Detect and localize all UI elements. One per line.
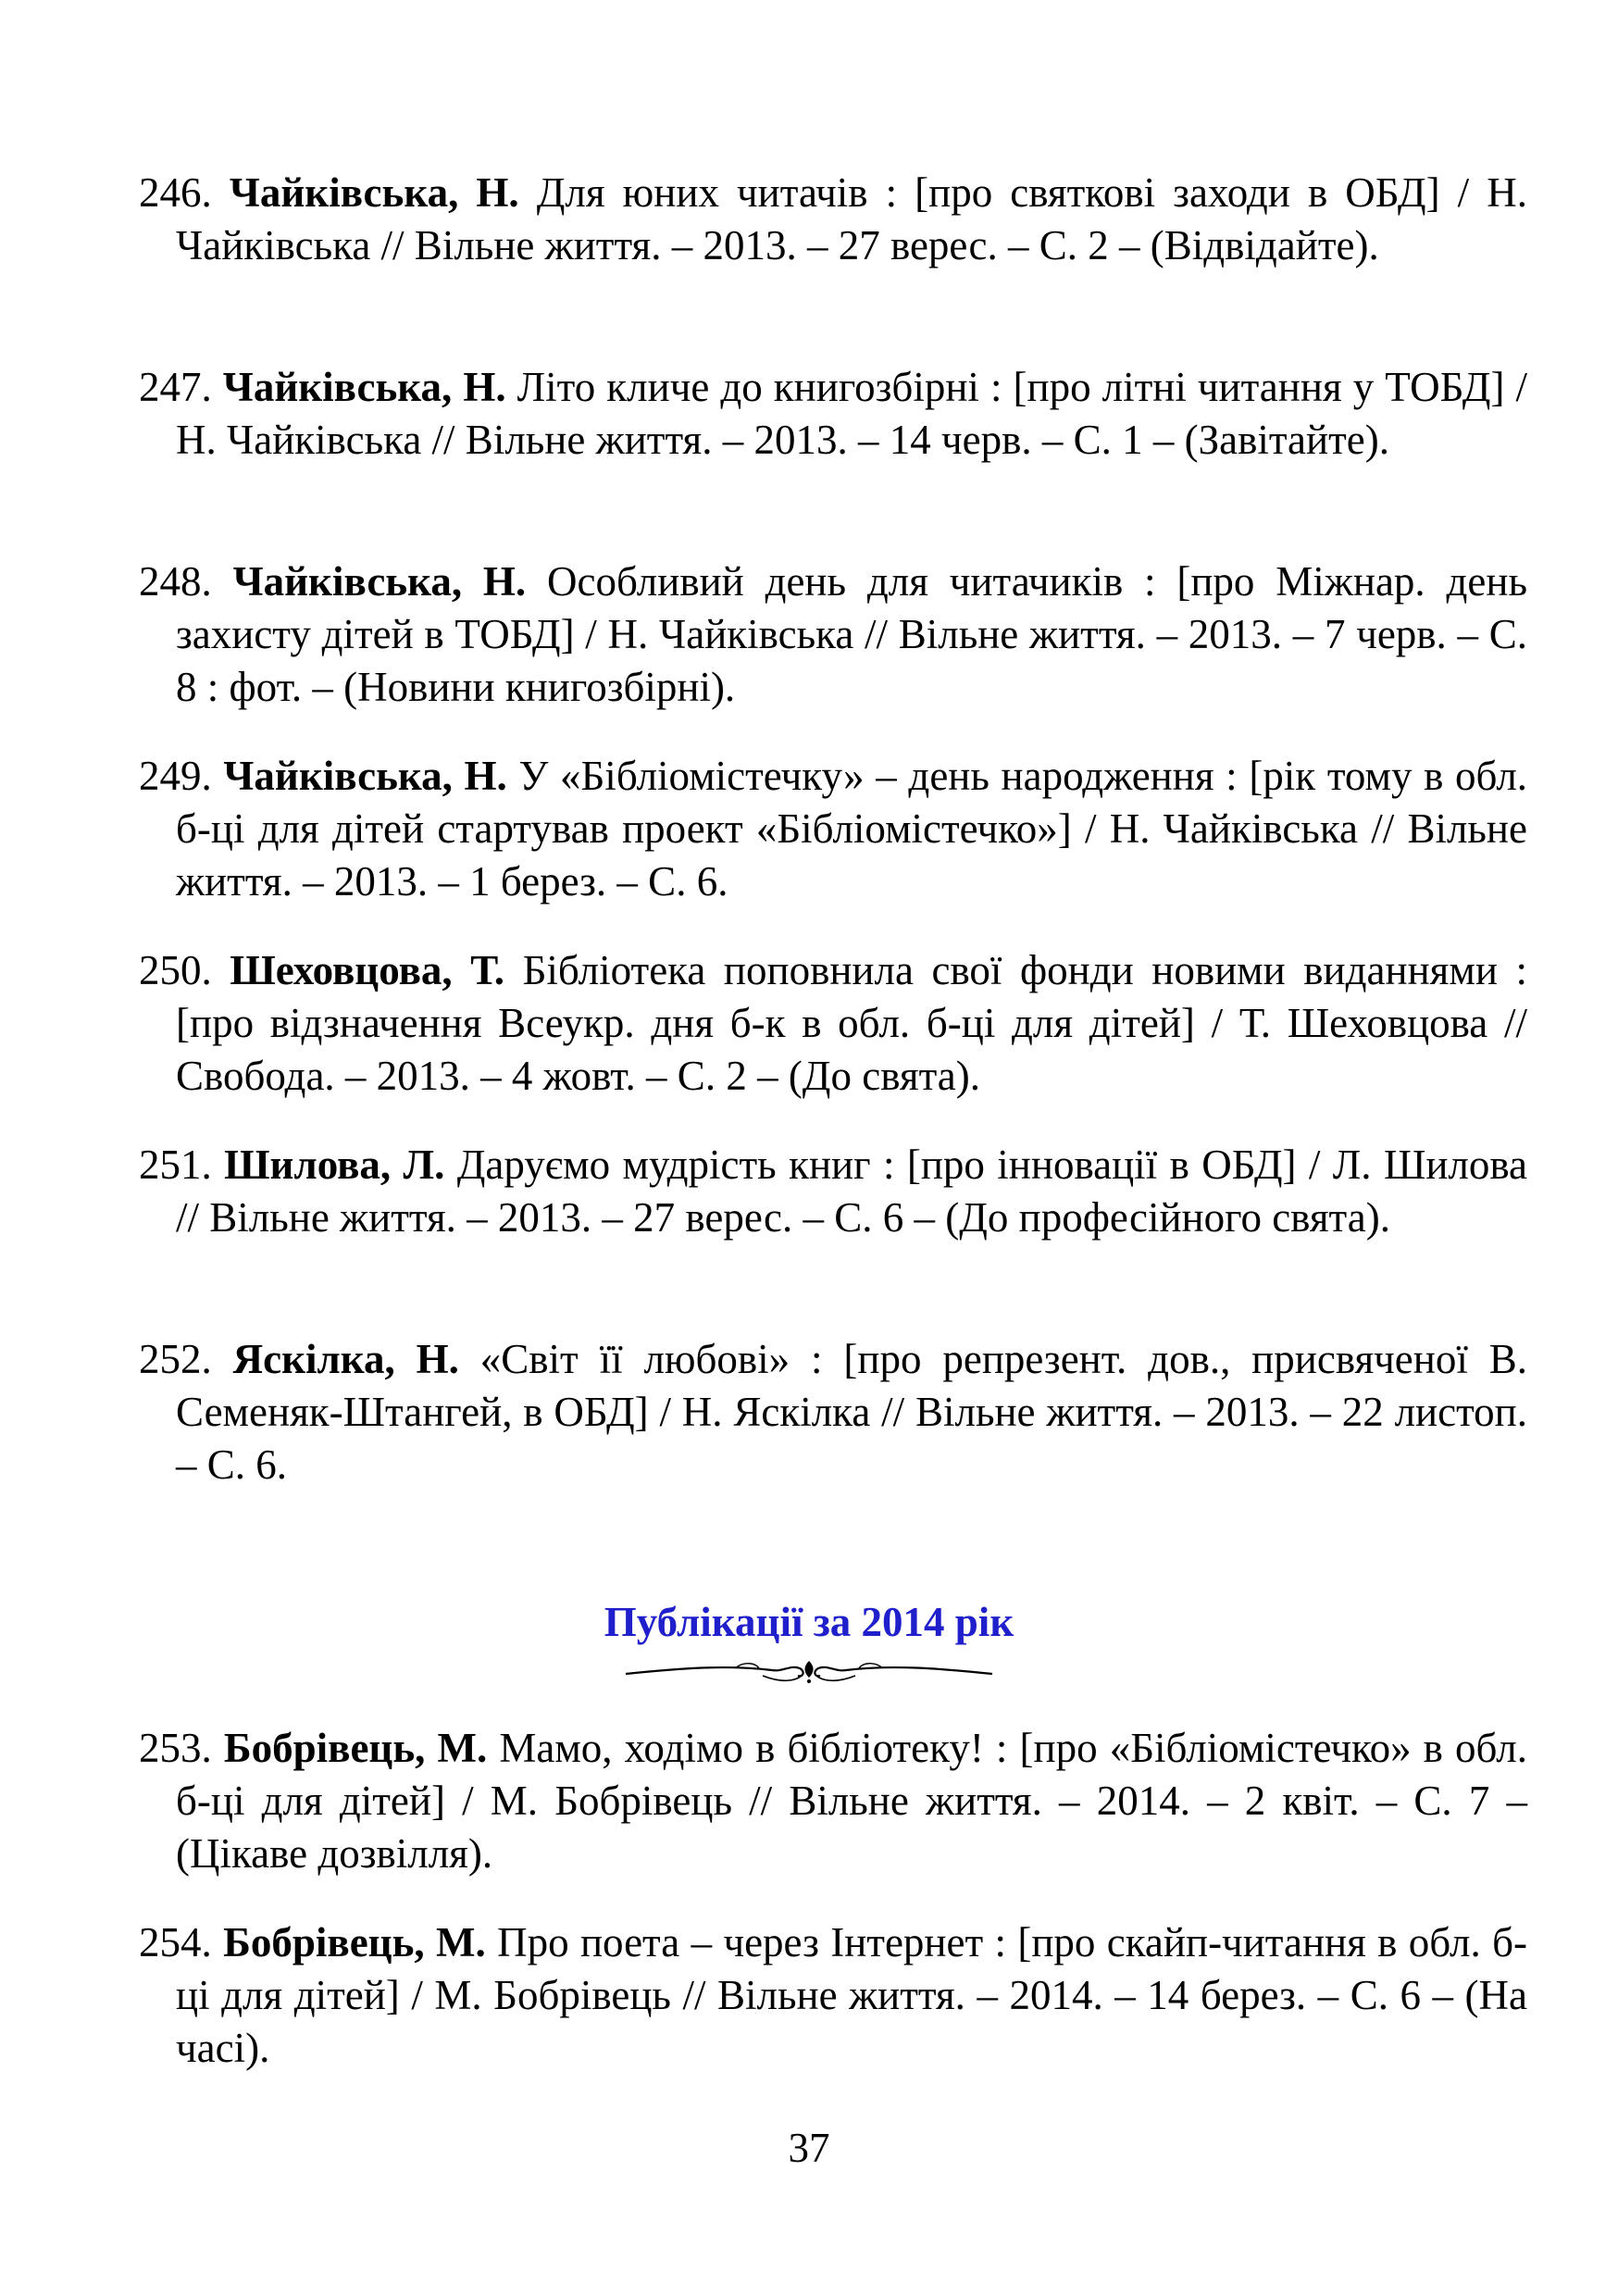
entry-text: Бібліотека поповнила свої фонди новими виданнями : [про відзначення Всеукр. дня б-к в обл. б-ці для дітей] / Т. Шеховцова // Свобода. – 2013. – 4 жовт. – С. 2 – (До свята). (176, 947, 1528, 1099)
entry-number: 246. (139, 169, 212, 216)
entry-number: 247. (139, 364, 212, 410)
bibliography-entry-252 (139, 1333, 1527, 1491)
entry-text: Мамо, ходімо в бібліотеку! : [про «Бібліомістечко» в обл. б-ці для дітей] / М. Бобрівець // Вільне життя. – 2014. – 2 квіт. – С. 7 – (Цікаве дозвілля). (176, 1725, 1528, 1877)
section-title: Публікації за 2014 рік (604, 1599, 1014, 1645)
entry-text: «Світ її любові» : [про репрезент. дов., присвяченої В. Семеняк-Штангей, в ОБД] / Н. Яскілка // Вільне життя. – 2013. – 22 листоп. – С. 6. (176, 1336, 1527, 1488)
entry-text: Літо кличе до книгозбірні : [про літні читання у ТОБД] / Н. Чайківська // Вільне життя. – 2013. – 14 черв. – С. 1 – (Завітайте). (176, 364, 1527, 463)
entry-author: Бобрівець, М. (223, 1919, 486, 1965)
entry-text: У «Бібліомістечку» – день народження : [рік тому в обл. б-ці для дітей стартував проект «Бібліомістечко»] / Н. Чайківська // Вільне життя. – 2013. – 1 берез. – С. 6. (176, 753, 1528, 905)
entry-number: 253. (139, 1725, 212, 1771)
bibliography-entry-247 (139, 361, 1527, 467)
entry-author: Чайківська, Н. (222, 364, 506, 410)
entry-number: 248. (139, 558, 212, 605)
page-number: 37 (788, 2125, 830, 2171)
entry-author: Бобрівець, М. (223, 1725, 488, 1771)
entry-author: Чайківська, Н. (229, 169, 519, 216)
bibliography-entry-254 (139, 1916, 1527, 2075)
bibliography-entry-253 (139, 1722, 1527, 1880)
entry-number: 250. (139, 947, 212, 993)
entry-text: Особливий день для читачиків : [про Міжнар. день захисту дітей в ТОБД] / Н. Чайківська // Вільне життя. – 2013. – 7 черв. – С. 8 : фот. – (Новини книгозбірні). (176, 558, 1527, 710)
bibliography-entry-246 (139, 167, 1527, 272)
entry-text: Для юних читачів : [про святкові заходи в ОБД] / Н. Чайківська // Вільне життя. – 2013. – 27 верес. – С. 2 – (Відвідайте). (176, 169, 1527, 268)
bibliography-entry-250 (139, 944, 1527, 1103)
entry-number: 254. (139, 1919, 212, 1965)
entry-author: Шилова, Л. (224, 1142, 445, 1188)
entry-author: Яскілка, Н. (232, 1336, 459, 1382)
ornament-divider-icon (624, 1655, 994, 1689)
entry-number: 249. (139, 753, 212, 799)
entry-text: Даруємо мудрість книг : [про інновації в ОБД] / Л. Шилова // Вільне життя. – 2013. – 27 верес. – С. 6 – (До професійного свята). (176, 1142, 1528, 1241)
bibliography-entry-249 (139, 750, 1527, 908)
bibliography-entry-251 (139, 1139, 1527, 1244)
bibliography-entry-248 (139, 555, 1527, 714)
entry-author: Чайківська, Н. (232, 558, 527, 605)
entry-author: Чайківська, Н. (223, 753, 507, 799)
entry-text: Про поета – через Інтернет : [про скайп-читання в обл. б-ці для дітей] / М. Бобрівець // Вільне життя. – 2014. – 14 берез. – С. 6 – (На часі). (176, 1919, 1528, 2071)
entry-number: 251. (139, 1142, 212, 1188)
entry-author: Шеховцова, Т. (230, 947, 504, 993)
entry-number: 252. (139, 1336, 212, 1382)
